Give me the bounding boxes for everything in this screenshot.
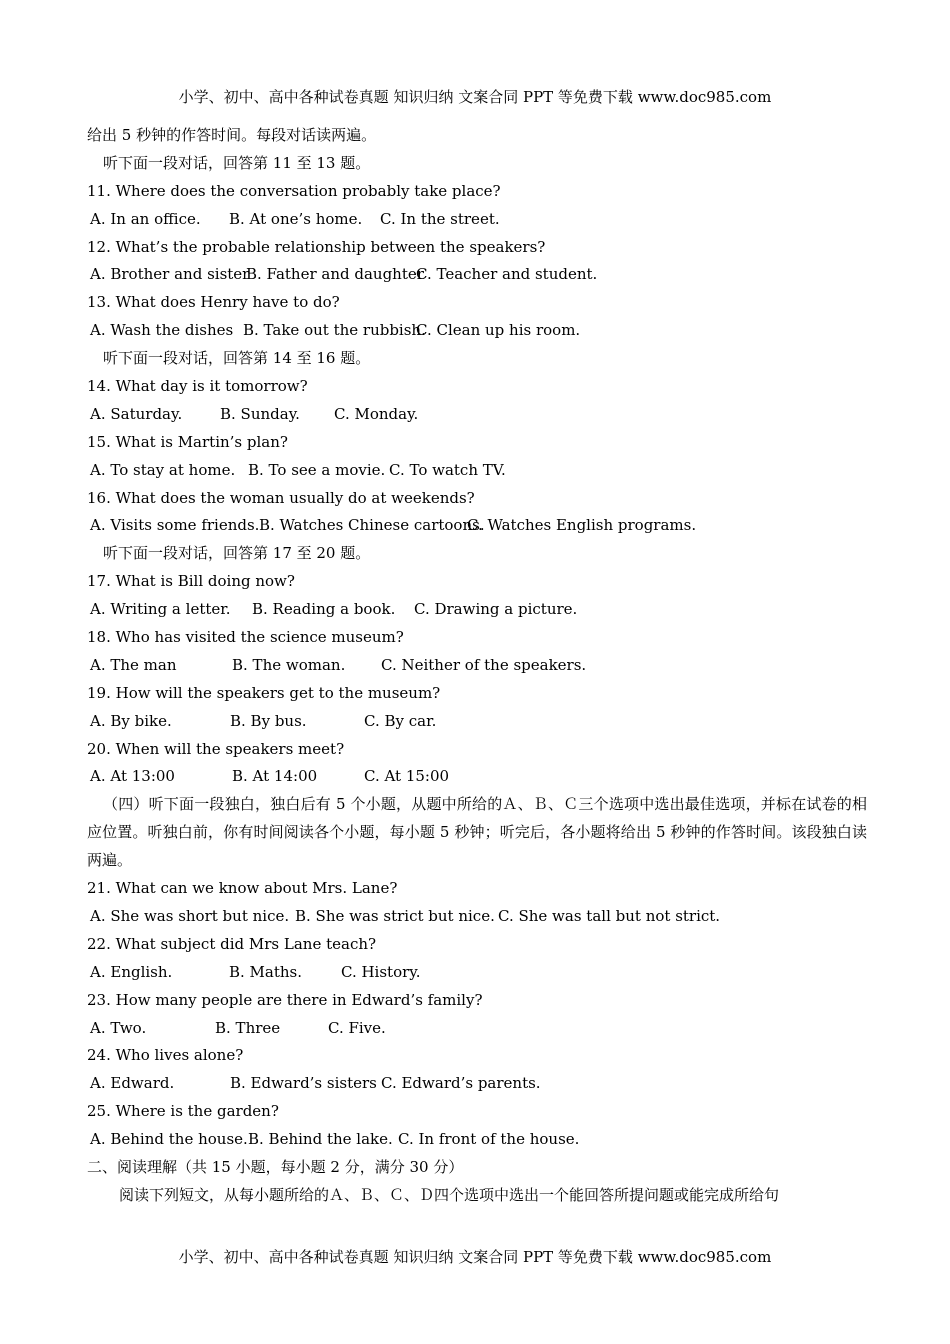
option-a: A. By bike. [90, 711, 172, 730]
option-c: C. History. [341, 962, 421, 981]
option-c: C. Watches English programs. [467, 516, 697, 535]
option-b: B. Maths. [229, 962, 303, 981]
option-c: C. Edward’s parents. [381, 1074, 541, 1093]
options-12 [87, 261, 867, 289]
options-13 [87, 317, 867, 345]
option-b: B. At one’s home. [229, 209, 363, 228]
option-c: C. She was tall but not strict. [498, 906, 721, 925]
options-21 [87, 903, 867, 931]
question-20: 20. When will the speakers meet? [87, 739, 345, 758]
question-19: 19. How will the speakers get to the museum? [87, 683, 441, 702]
option-b: B. Edward’s sisters [230, 1074, 377, 1093]
options-18 [87, 652, 867, 680]
option-c: C. Neither of the speakers. [381, 655, 587, 674]
question-18: 18. Who has visited the science museum? [87, 628, 404, 647]
option-a: A. In an office. [90, 209, 201, 228]
options-23 [87, 1015, 867, 1043]
option-c: C. In front of the house. [398, 1130, 580, 1149]
options-16 [87, 512, 867, 540]
option-a: A. Behind the house. [90, 1130, 248, 1149]
option-a: A. English. [90, 962, 173, 981]
option-b: B. Watches Chinese cartoons. [259, 516, 485, 535]
option-a: A. The man [90, 655, 177, 674]
question-21: 21. What can we know about Mrs. Lane? [87, 879, 398, 898]
option-b: B. She was strict but nice. [295, 906, 495, 925]
option-b: B. Take out the rubbish. [243, 321, 426, 340]
options-17 [87, 596, 867, 624]
option-a: A. To stay at home. [90, 460, 236, 479]
question-24: 24. Who lives alone? [87, 1046, 244, 1065]
section-instruction: 听下面一段对话，回答第 17 至 20 题。 [103, 544, 371, 563]
options-11 [87, 206, 867, 234]
options-24 [87, 1070, 867, 1098]
option-c: C. Five. [328, 1018, 386, 1037]
option-b: B. The woman. [232, 655, 346, 674]
option-a: A. Brother and sister [90, 265, 250, 284]
option-c: C. Monday. [334, 404, 419, 423]
options-22 [87, 959, 867, 987]
page-header: 小学、初中、高中各种试卷真题 知识归纳 文案合同 PPT 等免费下载 www.doc985.com [178, 88, 772, 106]
section-instruction: 听下面一段对话，回答第 11 至 13 题。 [103, 153, 371, 172]
question-16: 16. What does the woman usually do at weekends? [87, 488, 475, 507]
options-20 [87, 763, 867, 791]
option-b: B. Sunday. [220, 404, 300, 423]
option-b: B. At 14:00 [232, 767, 318, 786]
exam-content [87, 122, 867, 1210]
option-c: C. Teacher and student. [416, 265, 598, 284]
question-13: 13. What does Henry have to do? [87, 293, 340, 312]
option-b: B. By bus. [230, 711, 307, 730]
option-b: B. To see a movie. [248, 460, 386, 479]
option-a: A. Edward. [90, 1074, 175, 1093]
page-footer: 小学、初中、高中各种试卷真题 知识归纳 文案合同 PPT 等免费下载 www.doc985.com [178, 1248, 772, 1266]
question-22: 22. What subject did Mrs Lane teach? [87, 934, 377, 953]
option-b: B. Behind the lake. [248, 1130, 393, 1149]
option-a: A. Two. [90, 1018, 147, 1037]
option-b: B. Three [215, 1018, 281, 1037]
option-a: A. She was short but nice. [90, 906, 290, 925]
option-c: C. Drawing a picture. [414, 600, 578, 619]
question-11: 11. Where does the conversation probably take place? [87, 181, 501, 200]
option-a: A. Visits some friends. [90, 516, 260, 535]
section-2-heading: 二、阅读理解（共 15 小题，每小题 2 分，满分 30 分） [87, 1158, 464, 1176]
option-c: C. Clean up his room. [416, 321, 581, 340]
instruction-line: 给出 5 秒钟的作答时间。每段对话读两遍。 [87, 126, 377, 144]
option-c: C. At 15:00 [364, 767, 450, 786]
question-17: 17. What is Bill doing now? [87, 572, 295, 591]
option-a: A. Saturday. [90, 404, 183, 423]
question-15: 15. What is Martin’s plan? [87, 432, 288, 451]
option-c: C. To watch TV. [389, 460, 506, 479]
question-23: 23. How many people are there in Edward’s family? [87, 990, 483, 1009]
option-c: C. By car. [364, 711, 437, 730]
question-14: 14. What day is it tomorrow? [87, 377, 308, 396]
options-14 [87, 401, 867, 429]
option-a: A. Writing a letter. [90, 600, 231, 619]
option-c: C. In the street. [380, 209, 500, 228]
option-b: B. Father and daughter [246, 265, 424, 284]
question-12: 12. What’s the probable relationship between the speakers? [87, 237, 546, 256]
option-a: A. At 13:00 [90, 767, 175, 786]
section-instruction: 听下面一段对话，回答第 14 至 16 题。 [103, 349, 371, 368]
option-a: A. Wash the dishes [90, 321, 234, 340]
section-2-instruction: 阅读下列短文，从每小题所给的Ａ、Ｂ、Ｃ、Ｄ四个选项中选出一个能回答所提问题或能完成所给句 [119, 1185, 780, 1204]
section-4-instruction: （四）听下面一段独白，独白后有 5 个小题，从题中所给的Ａ、Ｂ、Ｃ三个选项中选出最佳选项，并标在试卷的相应位置。听独白前，你有时间阅读各个小题，每小题 5 秒钟；听完后，各小题将给出 5 秒钟的作答时间。该段独白读两遍。 [87, 795, 867, 870]
question-25: 25. Where is the garden? [87, 1102, 279, 1121]
options-25 [87, 1126, 867, 1154]
option-b: B. Reading a book. [252, 600, 396, 619]
options-15 [87, 457, 867, 485]
options-19 [87, 708, 867, 736]
